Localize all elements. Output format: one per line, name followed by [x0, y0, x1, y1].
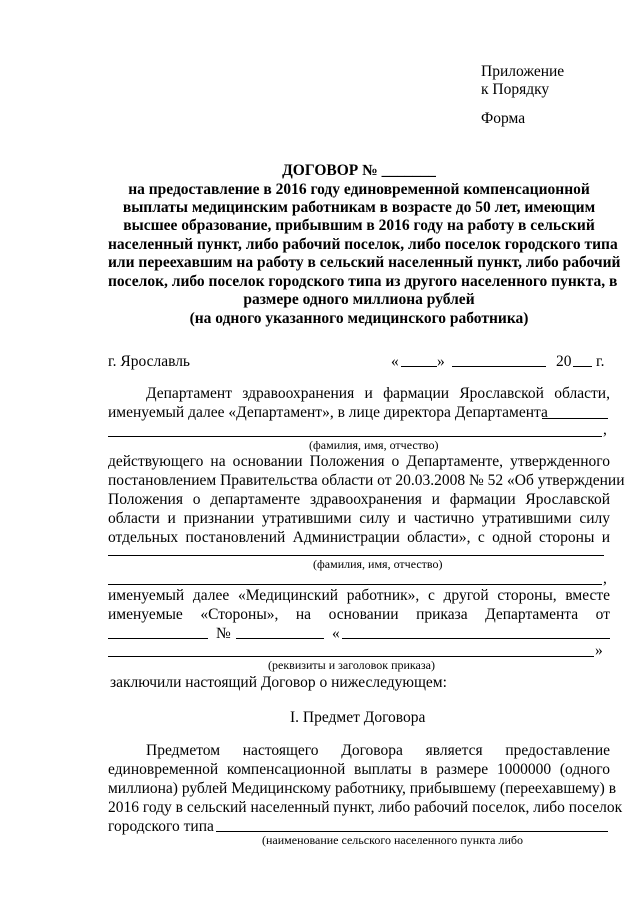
- section1-line1: [146, 741, 610, 761]
- party1-basis-line3: [108, 490, 610, 510]
- order-number-blank: [236, 638, 324, 639]
- worker-name-blank: [108, 555, 604, 556]
- word: является: [425, 742, 483, 759]
- text-line: области и признании утратившими силу и частично утратившими силу: [108, 510, 610, 527]
- word: здравоохранения: [242, 385, 355, 402]
- order-date-blank: [108, 638, 208, 639]
- text-line: постановлением Правительства области от 20.03.2008 № 52 «Об утверждении: [108, 472, 625, 489]
- section1-line2: [108, 760, 610, 780]
- word: на: [295, 606, 312, 623]
- comma: ,: [603, 421, 607, 438]
- title-line-7: размере одного миллиона рублей: [243, 291, 475, 308]
- party1-basis-line4: [108, 509, 610, 529]
- word: Договора: [341, 742, 403, 759]
- party1-basis-line5: [108, 528, 610, 548]
- title-line-6: поселок, либо поселок городского типа из другого населенного пункта, в: [108, 273, 618, 290]
- word: именуемые: [108, 606, 183, 623]
- party1-basis-line1: [108, 452, 610, 472]
- party1-line2: именуемый далее «Департамент», в лице директора Департамента: [108, 404, 548, 421]
- title-line-8: (на одного указанного медицинского работника): [189, 310, 529, 327]
- locality-blank: [216, 831, 608, 832]
- word: «Стороны»,: [200, 606, 279, 623]
- contract-heading: ДОГОВОР № _______: [282, 162, 436, 179]
- appendix-reference: к Порядку: [481, 81, 550, 98]
- word: Департамента: [485, 606, 579, 623]
- word: Департамент: [146, 385, 232, 402]
- text-line: Положения о департаменте здравоохранения и фармации Ярославской: [108, 491, 610, 508]
- party2-line1: [108, 586, 610, 606]
- comma-2: ,: [603, 570, 607, 587]
- text-line: единовременной компенсационной выплаты в размере 1000000 (одного: [108, 761, 610, 778]
- city: г. Ярославль: [108, 353, 190, 370]
- party1-line1: [146, 384, 610, 404]
- word: области,: [554, 385, 610, 402]
- year-blank: [573, 366, 592, 367]
- word: от: [595, 606, 610, 623]
- director-name-blank: [108, 436, 602, 437]
- caption-locality: (наименование сельского населенного пункта либо: [262, 833, 524, 847]
- title-line-2: выплаты медицинским работникам в возрасте до 50 лет, имеющим: [122, 199, 596, 216]
- order-number-sign: №: [216, 625, 231, 642]
- title-line-1: на предоставление в 2016 году единовременной компенсационной: [128, 181, 590, 198]
- title-line-3: высшее образование, прибывшим в 2016 году на работу в сельский: [123, 217, 595, 234]
- party1-basis-line2: [108, 471, 625, 491]
- text-line: именуемый далее «Медицинский работник», с другой стороны, вместе: [108, 587, 610, 604]
- party2-line2: [108, 605, 610, 625]
- word: настоящего: [242, 742, 319, 759]
- worker-name-blank-2: [108, 584, 602, 585]
- text-line: отдельных постановлений Администрации области», с одной стороны и: [108, 529, 610, 546]
- appendix-label: Приложение: [481, 63, 565, 80]
- title-line-4: населенный пункт, либо рабочий поселок, либо поселок городского типа: [108, 236, 618, 253]
- year-prefix: 20: [556, 353, 572, 370]
- section-heading: I. Предмет Договора: [290, 709, 426, 726]
- caption-order: (реквизиты и заголовок приказа): [268, 658, 435, 672]
- word: основании: [328, 606, 399, 623]
- word: предоставление: [505, 742, 610, 759]
- section1-line5: городского типа: [108, 818, 214, 835]
- word: фармации: [383, 385, 450, 402]
- caption-fio-1: (фамилия, имя, отчество): [309, 438, 439, 452]
- date-quote-open: «: [391, 353, 399, 370]
- date-month-blank: [452, 366, 546, 367]
- order-quote-close: »: [595, 642, 603, 659]
- year-suffix: г.: [596, 353, 605, 370]
- word: и: [364, 385, 373, 402]
- title-line-5: или переехавшим на работу в сельский населенный пункт, либо рабочий: [108, 254, 621, 271]
- text-line: миллиона) рублей Медицинскому работнику, прибывшему (переехавшему) в: [108, 780, 617, 797]
- caption-fio-2: (фамилия, имя, отчество): [313, 557, 443, 571]
- date-quote-close: »: [437, 353, 445, 370]
- word: Предметом: [146, 742, 221, 759]
- word: Ярославской: [459, 385, 544, 402]
- section1-line3: [108, 779, 617, 799]
- concluded-text: заключили настоящий Договор о нижеследующем:: [110, 674, 447, 691]
- date-day-blank: [401, 366, 437, 367]
- section1-line4: [108, 798, 623, 818]
- director-blank: [542, 418, 608, 419]
- text-line: 2016 году в сельский населенный пункт, либо рабочий поселок, либо поселок: [108, 799, 623, 816]
- form-label: Форма: [481, 110, 526, 127]
- text-line: действующего на основании Положения о Департаменте, утвержденного: [108, 453, 610, 470]
- order-quote-open: «: [332, 625, 340, 642]
- order-title-blank: [342, 638, 610, 639]
- order-title-blank-2: [108, 656, 594, 657]
- word: приказа: [416, 606, 468, 623]
